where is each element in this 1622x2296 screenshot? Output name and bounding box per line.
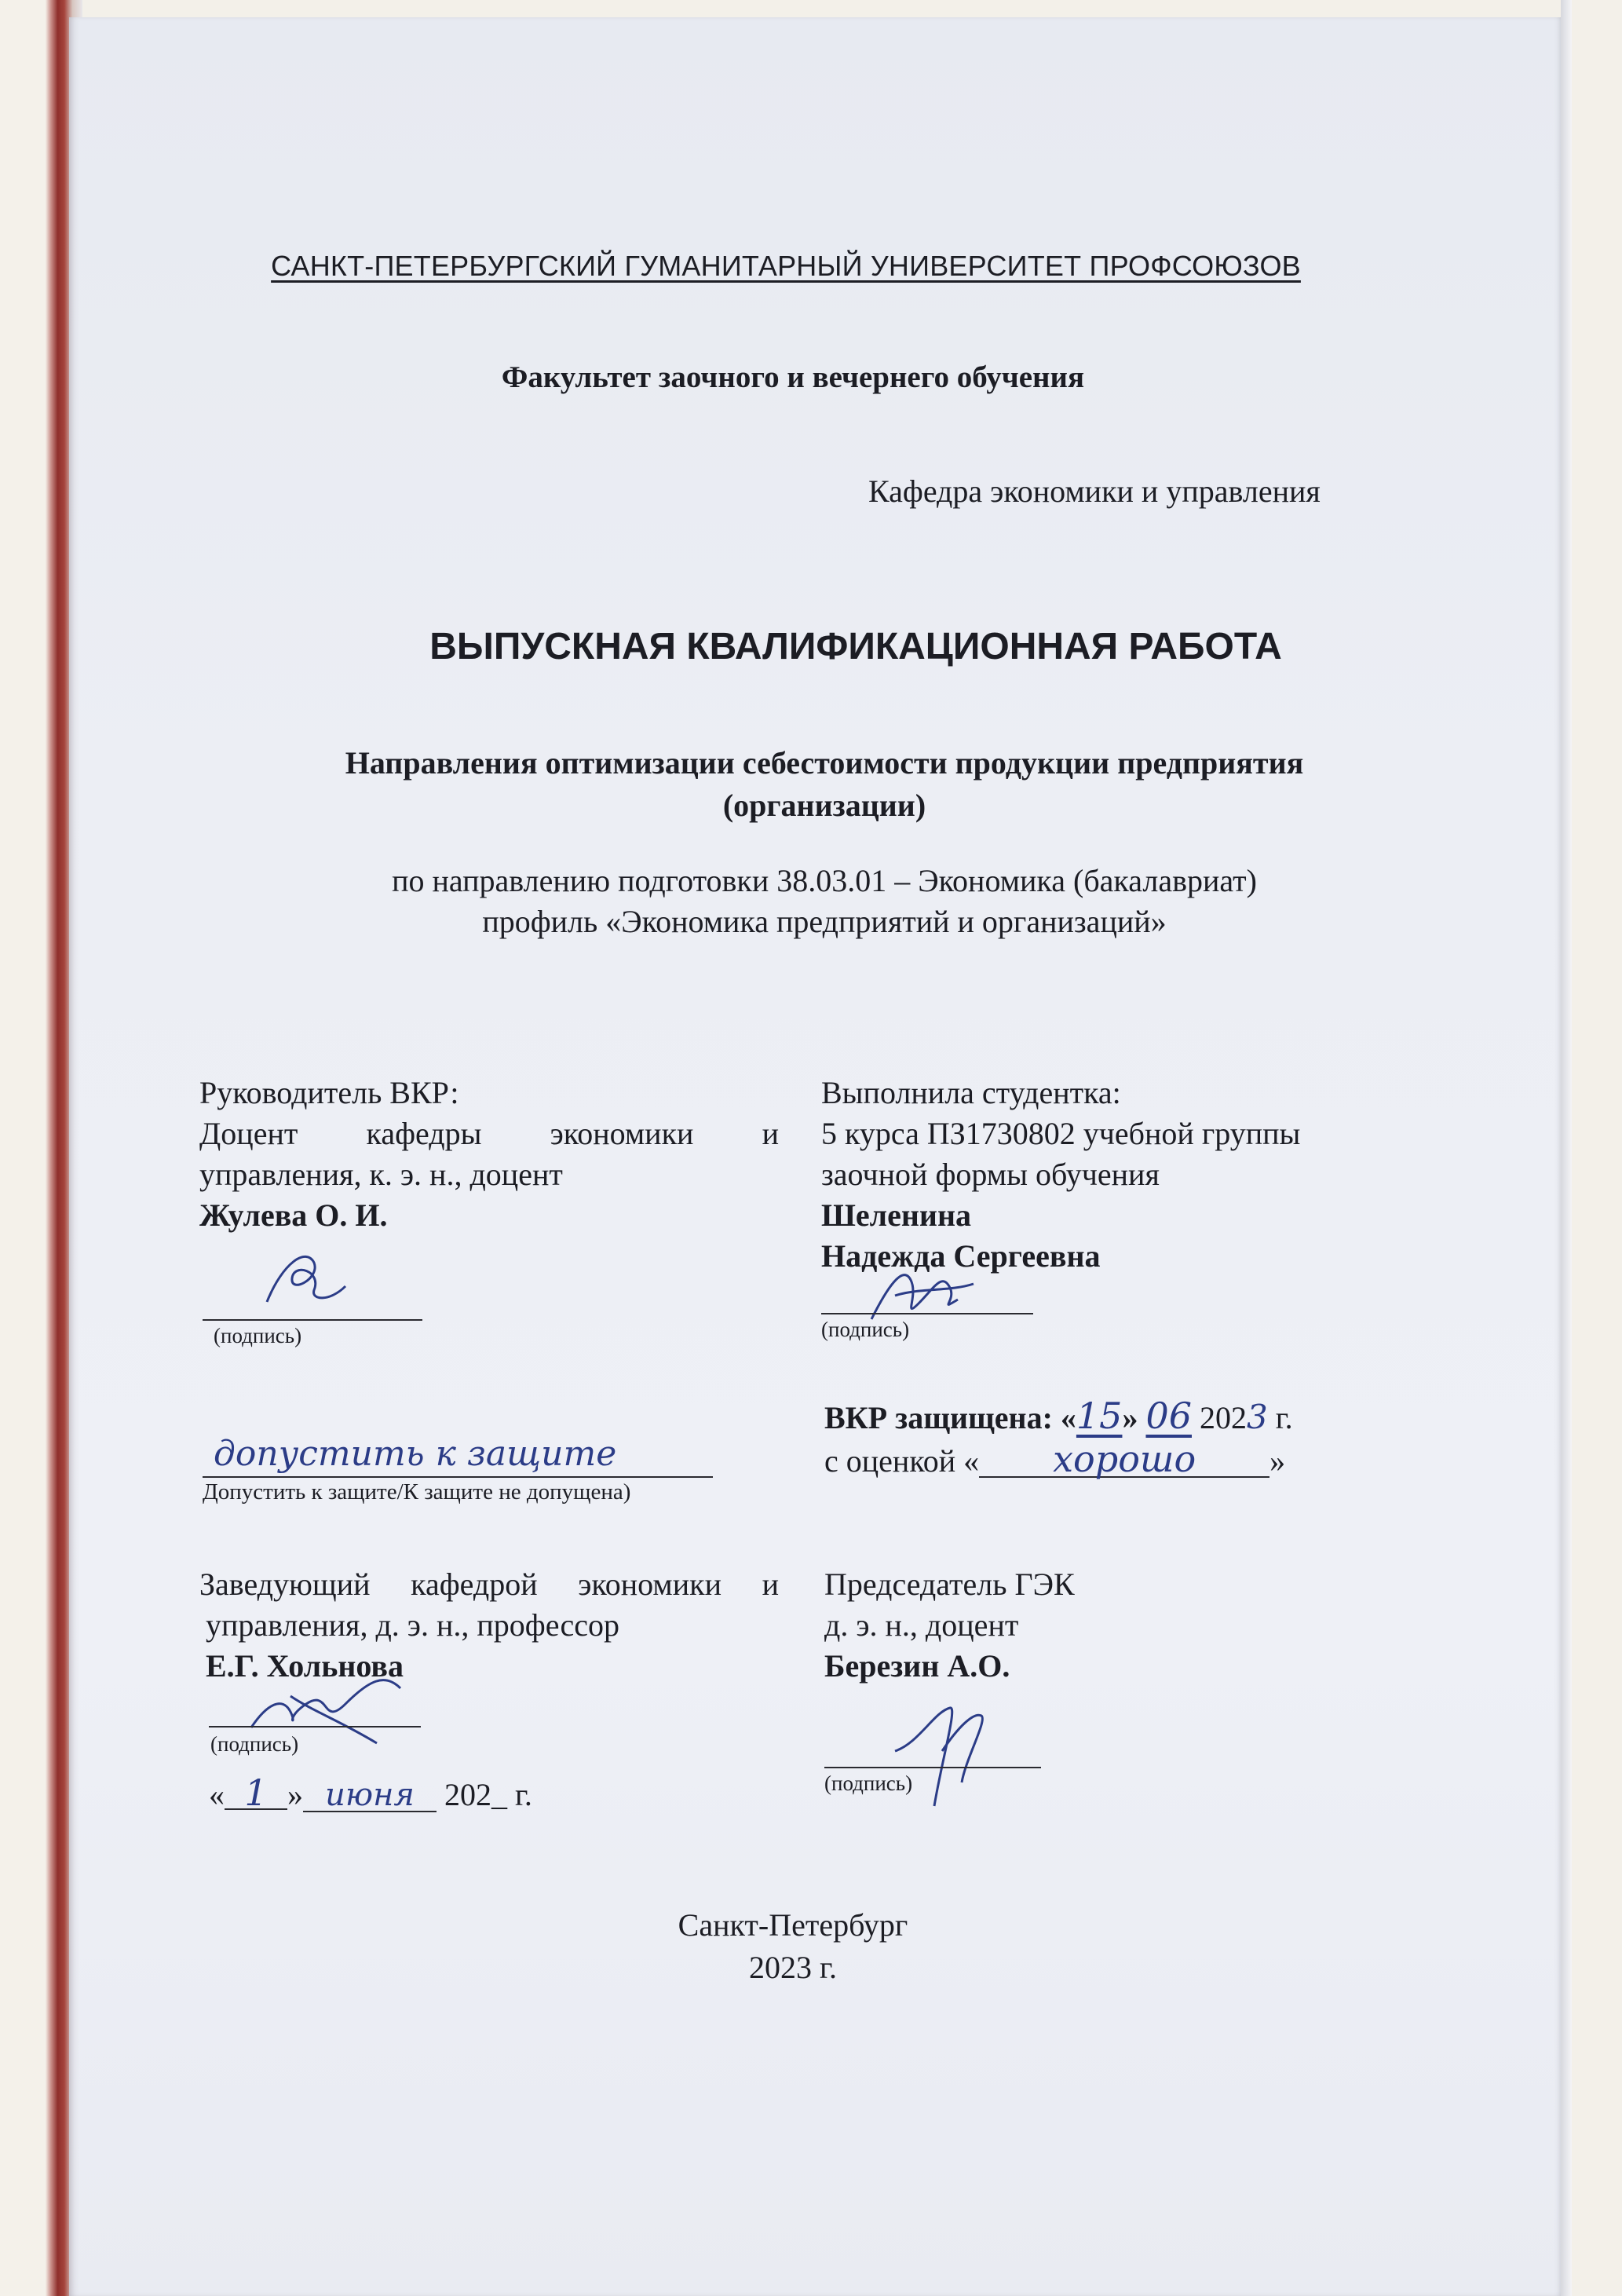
defense-close-quote: »	[1122, 1400, 1138, 1435]
supervisor-position-word: экономики	[550, 1116, 694, 1151]
supervisor-heading: Руководитель ВКР:	[199, 1075, 459, 1110]
student-signature-caption: (подпись)	[821, 1318, 910, 1341]
head-date-open-quote: «	[209, 1777, 225, 1812]
head-position-line2: управления, д. э. н., профессор	[206, 1607, 619, 1643]
student-study-form: заочной формы обучения	[821, 1157, 1160, 1192]
head-position-word: и	[762, 1567, 779, 1602]
defense-open-quote: «	[1060, 1400, 1076, 1435]
supervisor-position-line1	[199, 1115, 779, 1152]
supervisor-position-word: кафедры	[366, 1116, 482, 1151]
defense-label: ВКР защищена:	[824, 1400, 1053, 1435]
footer-city: Санкт-Петербург	[678, 1907, 908, 1943]
chair-position: д. э. н., доцент	[824, 1607, 1019, 1643]
grade-line	[824, 1438, 1286, 1480]
supervisor-signature-line	[203, 1319, 422, 1321]
grade-label: с оценкой «	[824, 1443, 980, 1479]
page-edge	[1561, 0, 1572, 2296]
defense-line	[824, 1395, 1293, 1437]
defense-day: 15	[1076, 1395, 1123, 1437]
supervisor-position-word: и	[762, 1116, 779, 1151]
work-type-title: ВЫПУСКНАЯ КВАЛИФИКАЦИОННАЯ РАБОТА	[429, 626, 1282, 667]
supervisor-name: Жулева О. И.	[199, 1197, 388, 1233]
university-name: САНКТ-ПЕТЕРБУРГСКИЙ ГУМАНИТАРНЫЙ УНИВЕРСИТЕТ ПРОФСОЮЗОВ	[271, 250, 1301, 282]
supervisor-position-line2: управления, к. э. н., доцент	[199, 1157, 563, 1192]
chair-signature-icon	[887, 1696, 997, 1814]
student-signature-line	[821, 1313, 1033, 1314]
head-position-word: кафедрой	[411, 1567, 538, 1602]
head-position-word: Заведующий	[199, 1567, 371, 1602]
student-group: 5 курса ПЗ1730802 учебной группы	[821, 1116, 1301, 1151]
student-surname: Шеленина	[821, 1197, 972, 1233]
head-signature-caption: (подпись)	[210, 1732, 299, 1756]
student-heading: Выполнила студентка:	[821, 1075, 1121, 1110]
chair-signature-caption: (подпись)	[824, 1771, 913, 1795]
defense-year-suffix: г.	[1267, 1400, 1293, 1435]
head-position-line1	[199, 1566, 779, 1603]
supervisor-signature-icon	[259, 1247, 353, 1318]
grade-value: хорошо	[979, 1442, 1269, 1478]
chair-name: Березин А.О.	[824, 1648, 1010, 1684]
head-date-year: 202_ г.	[444, 1777, 532, 1812]
supervisor-signature-caption: (подпись)	[214, 1324, 302, 1347]
head-date-close-quote: »	[287, 1777, 303, 1812]
defense-year-digit: 3	[1247, 1398, 1268, 1436]
faculty-name: Факультет заочного и вечернего обучения	[501, 360, 1085, 394]
admission-handwriting: допустить к защите	[214, 1434, 617, 1474]
student-name: Надежда Сергеевна	[821, 1238, 1101, 1274]
topic-line-1: Направления оптимизации себестоимости продукции предприятия	[345, 745, 1304, 781]
department-name: Кафедра экономики и управления	[868, 473, 1321, 509]
head-date-month: июня	[303, 1779, 437, 1812]
head-position-word: экономики	[578, 1567, 721, 1602]
admission-caption: Допустить к защите/К защите не допущена)	[203, 1479, 631, 1504]
supervisor-position-word: Доцент	[199, 1116, 298, 1151]
head-name: Е.Г. Хольнова	[206, 1648, 404, 1684]
defense-year-prefix: 202	[1200, 1400, 1247, 1435]
topic-line-2: (организации)	[722, 788, 926, 823]
grade-close-quote: »	[1269, 1443, 1286, 1479]
study-direction: по направлению подготовки 38.03.01 – Экономика (бакалавриат)	[392, 863, 1257, 898]
study-profile: профиль «Экономика предприятий и организаций»	[482, 904, 1167, 939]
defense-month: 06	[1145, 1395, 1192, 1437]
head-signature-line	[209, 1726, 421, 1727]
head-date-day: 1	[225, 1777, 287, 1810]
chair-heading: Председатель ГЭК	[824, 1567, 1075, 1602]
chair-signature-line	[824, 1767, 1041, 1768]
admission-line	[203, 1476, 713, 1478]
footer-year: 2023 г.	[749, 1950, 837, 1985]
head-date-line	[209, 1771, 532, 1814]
